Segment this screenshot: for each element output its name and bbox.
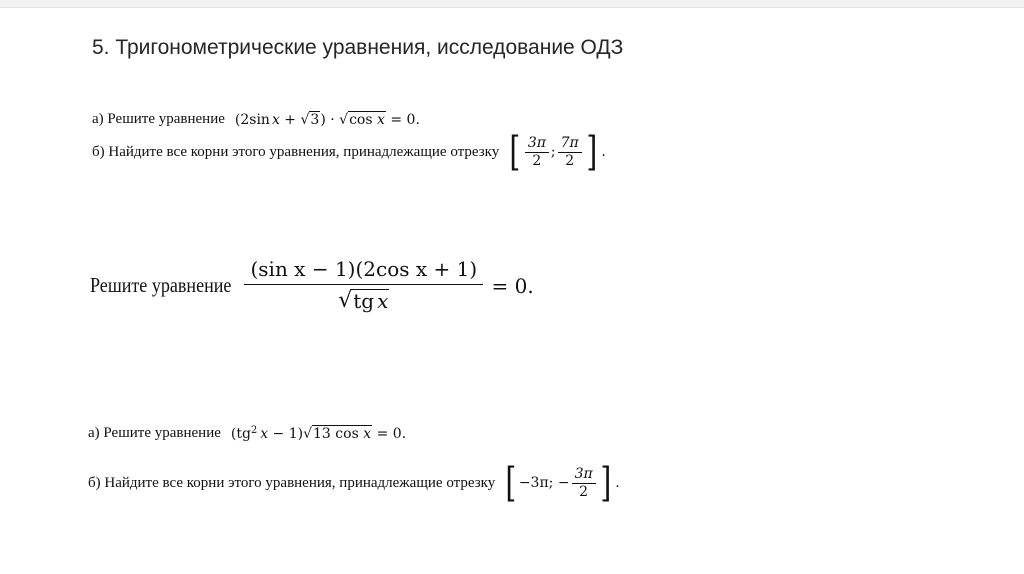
slide-top-border [0,0,1024,8]
problem1-part-b [92,129,606,175]
problem1-part-a-label: а) Решите уравнение [92,111,225,127]
problem1-interval: [ $\frac{3\pi}{2}$ ; $\frac{7\pi}{2}$ ] . [509,129,606,175]
problem2-label: Решите уравнение [90,273,232,298]
problem3-part-a-equation: (tg $^2$ x − 1) √ 13 cos x = 0. [230,425,407,442]
interval-left-fraction: $\frac{3\pi}{2}$ [525,135,549,168]
problem3-part-a-label: а) Решите уравнение [88,425,221,441]
problem3-interval: [ −3π; − $\frac{3\pi}{2}$ ] . [505,460,620,506]
problem2-fraction: (sin x − 1)(2cos x + 1) √ tg x [244,258,483,313]
sqrt-three: √ 3 [300,112,320,128]
problem3-part-b-label: б) Найдите все корни этого уравнения, принадлежащие отрезку [88,474,496,491]
sqrt-13-cos-x: √ 13 cos x [303,426,372,442]
interval-right-fraction: $\frac{3\pi}{2}$ [572,466,596,499]
problem1-part-b-label: б) Найдите все корни этого уравнения, принадлежащие отрезку [92,143,500,160]
problem3-part-b [88,460,620,506]
problem2-equation: (sin x − 1)(2cos x + 1) √ tg x = 0. [242,258,533,313]
problem1-part-a-equation: (2 sin x + √ 3 ) · √ cos x = 0. [234,112,420,128]
problem2 [90,258,534,313]
sqrt-tg-x: √ tg x [338,288,389,314]
problem1-part-a [92,111,420,128]
slide-title: 5. Тригонометрические уравнения, исследование ОДЗ [92,36,624,59]
sqrt-cos-x: √ cos x [339,112,385,128]
problem3-part-a [88,425,406,442]
interval-right-fraction: $\frac{7\pi}{2}$ [558,135,582,168]
